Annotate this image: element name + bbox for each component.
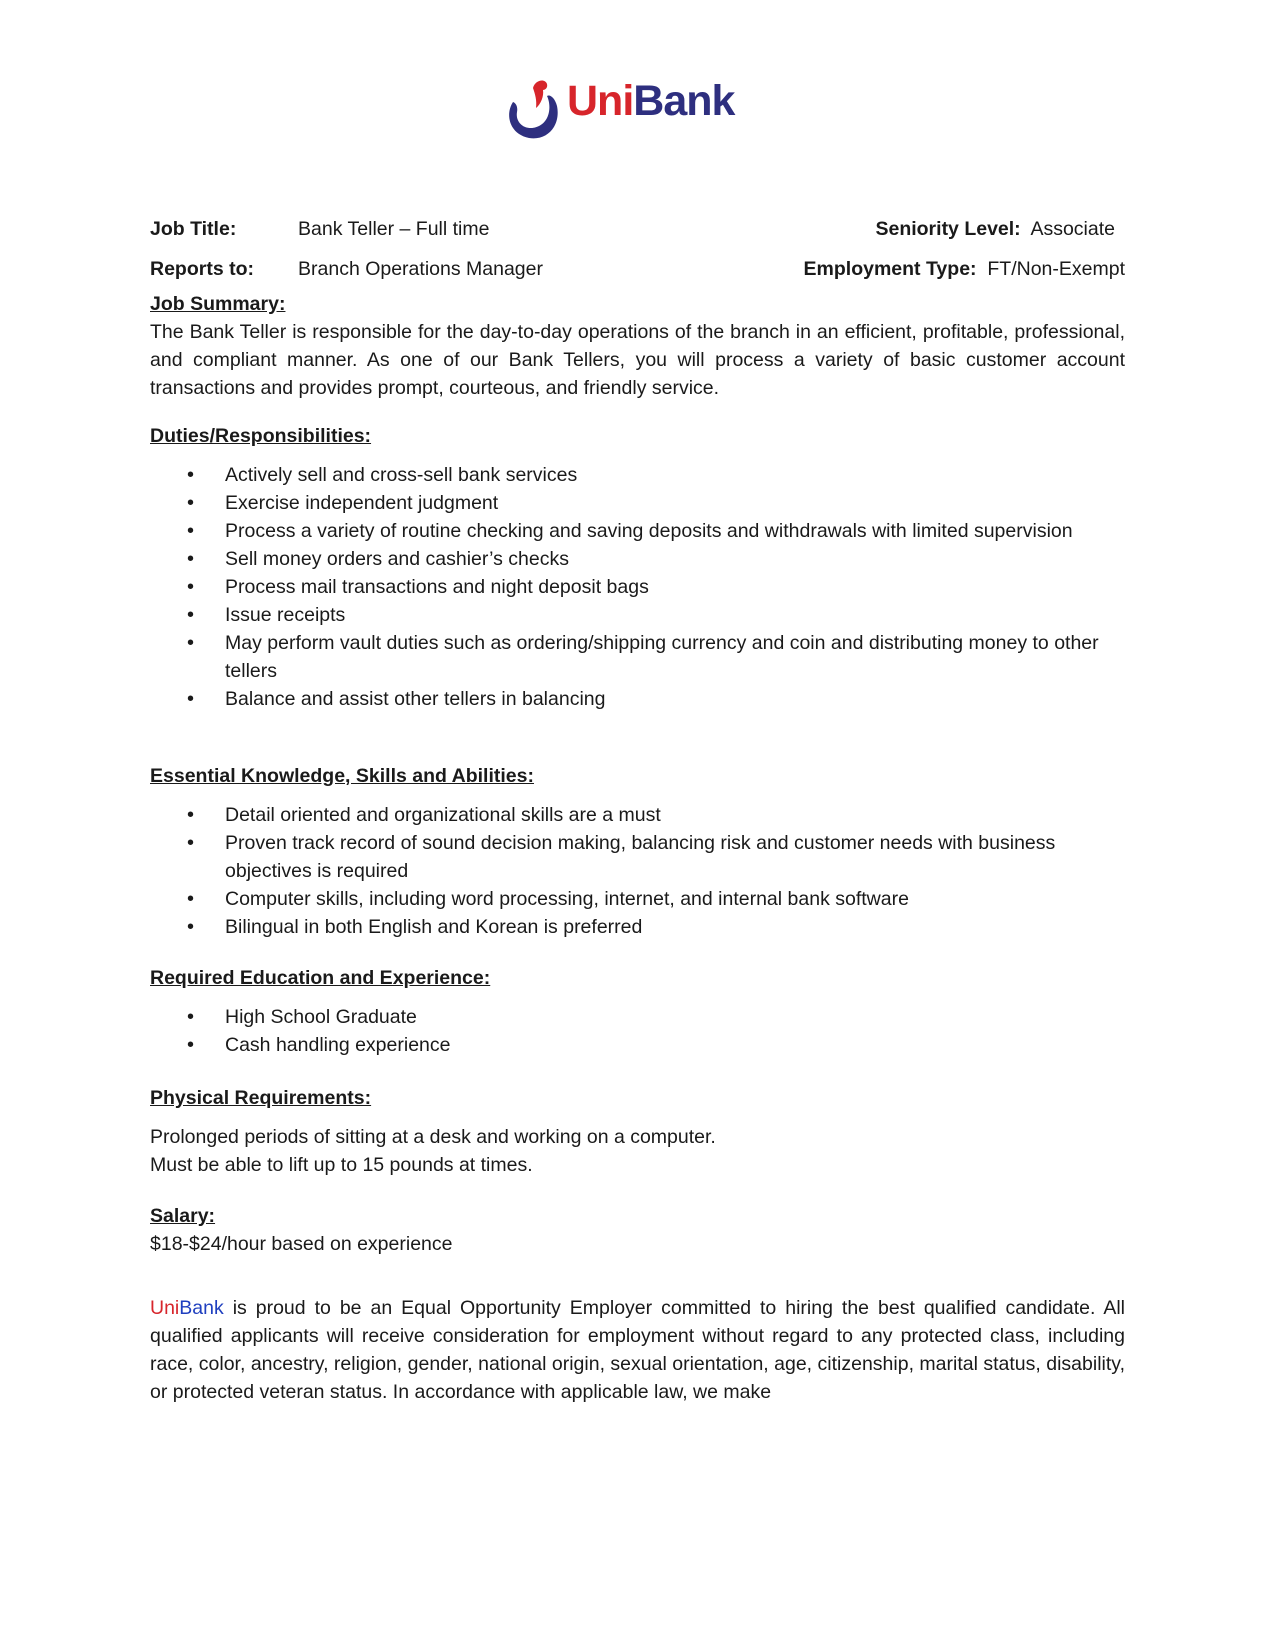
unibank-swoosh-icon	[503, 74, 565, 146]
duties-heading: Duties/Responsibilities:	[150, 425, 372, 447]
list-item: • Proven track record of sound decision making, balancing risk and customer needs with business objectives is required	[150, 829, 1125, 885]
employment-type-value: FT/Non-Exempt	[987, 258, 1125, 280]
job-summary-section	[150, 290, 1125, 402]
header-row-reports-to	[150, 258, 1125, 286]
list-item: • Sell money orders and cashier’s checks	[150, 545, 1125, 573]
duties-list	[150, 461, 1125, 713]
job-summary-heading: Job Summary:	[150, 293, 286, 315]
list-item: • Bilingual in both English and Korean is preferred	[150, 913, 1125, 941]
list-item: • Detail oriented and organizational skills are a must	[150, 801, 1125, 829]
salary-text: $18-$24/hour based on experience	[150, 1233, 453, 1255]
list-item: • Computer skills, including word processing, internet, and internal bank software	[150, 885, 1125, 913]
list-item: • Process a variety of routine checking and saving deposits and withdrawals with limited supervision	[150, 517, 1125, 545]
physical-requirements-line-2: Must be able to lift up to 15 pounds at times.	[150, 1154, 533, 1176]
list-item: • Process mail transactions and night deposit bags	[150, 573, 1125, 601]
skills-heading: Essential Knowledge, Skills and Abilities:	[150, 765, 534, 787]
list-item: • May perform vault duties such as ordering/shipping currency and coin and distributing money to other tellers	[150, 629, 1125, 685]
list-item: • Exercise independent judgment	[150, 489, 1125, 517]
education-list	[150, 1003, 1125, 1059]
eeo-text: is proud to be an Equal Opportunity Employer committed to hiring the best qualified candidate. All qualified applicants will receive consideration for employment without regard to any protected class, including race, color, ancestry, religion, gender, national origin, sexual orientation, age, citizenship, marital status, disability, or protected veteran status. In accordance with applicable law, we make	[150, 1297, 1125, 1403]
unibank-logo	[503, 74, 763, 146]
reports-to-value: Branch Operations Manager	[298, 258, 543, 280]
job-title-label: Job Title:	[150, 218, 237, 240]
physical-requirements-line-1: Prolonged periods of sitting at a desk and working on a computer.	[150, 1126, 716, 1148]
unibank-wordmark: UniBank	[567, 77, 735, 125]
skills-list	[150, 801, 1125, 941]
salary-section	[150, 1202, 1125, 1258]
physical-requirements-section	[150, 1084, 1125, 1179]
eeo-brand-uni: Uni	[150, 1297, 180, 1319]
list-item: • Cash handling experience	[150, 1031, 1125, 1059]
list-item: • High School Graduate	[150, 1003, 1125, 1031]
seniority-level-value: Associate	[1030, 218, 1115, 240]
header-row-job-title	[150, 218, 1125, 246]
job-summary-text: The Bank Teller is responsible for the day-to-day operations of the branch in an efficient, profitable, professional, and compliant manner. As one of our Bank Tellers, you will process a variety of basic customer account transactions and provides prompt, courteous, and friendly service.	[150, 321, 1125, 399]
eeo-statement	[150, 1294, 1125, 1406]
duties-section	[150, 422, 1125, 713]
education-section	[150, 964, 1125, 1059]
seniority-level	[875, 218, 1115, 241]
eeo-brand-bank: Bank	[179, 1297, 224, 1319]
employment-type-label: Employment Type:	[803, 258, 977, 280]
job-title-value: Bank Teller – Full time	[298, 218, 490, 240]
list-item: • Actively sell and cross-sell bank services	[150, 461, 1125, 489]
reports-to-label: Reports to:	[150, 258, 254, 280]
employment-type	[804, 258, 1125, 281]
seniority-level-label: Seniority Level:	[875, 218, 1021, 240]
education-heading: Required Education and Experience:	[150, 967, 491, 989]
skills-section	[150, 762, 1125, 941]
salary-heading: Salary:	[150, 1205, 216, 1227]
list-item: • Balance and assist other tellers in balancing	[150, 685, 1125, 713]
list-item: • Issue receipts	[150, 601, 1125, 629]
physical-requirements-heading: Physical Requirements:	[150, 1087, 372, 1109]
